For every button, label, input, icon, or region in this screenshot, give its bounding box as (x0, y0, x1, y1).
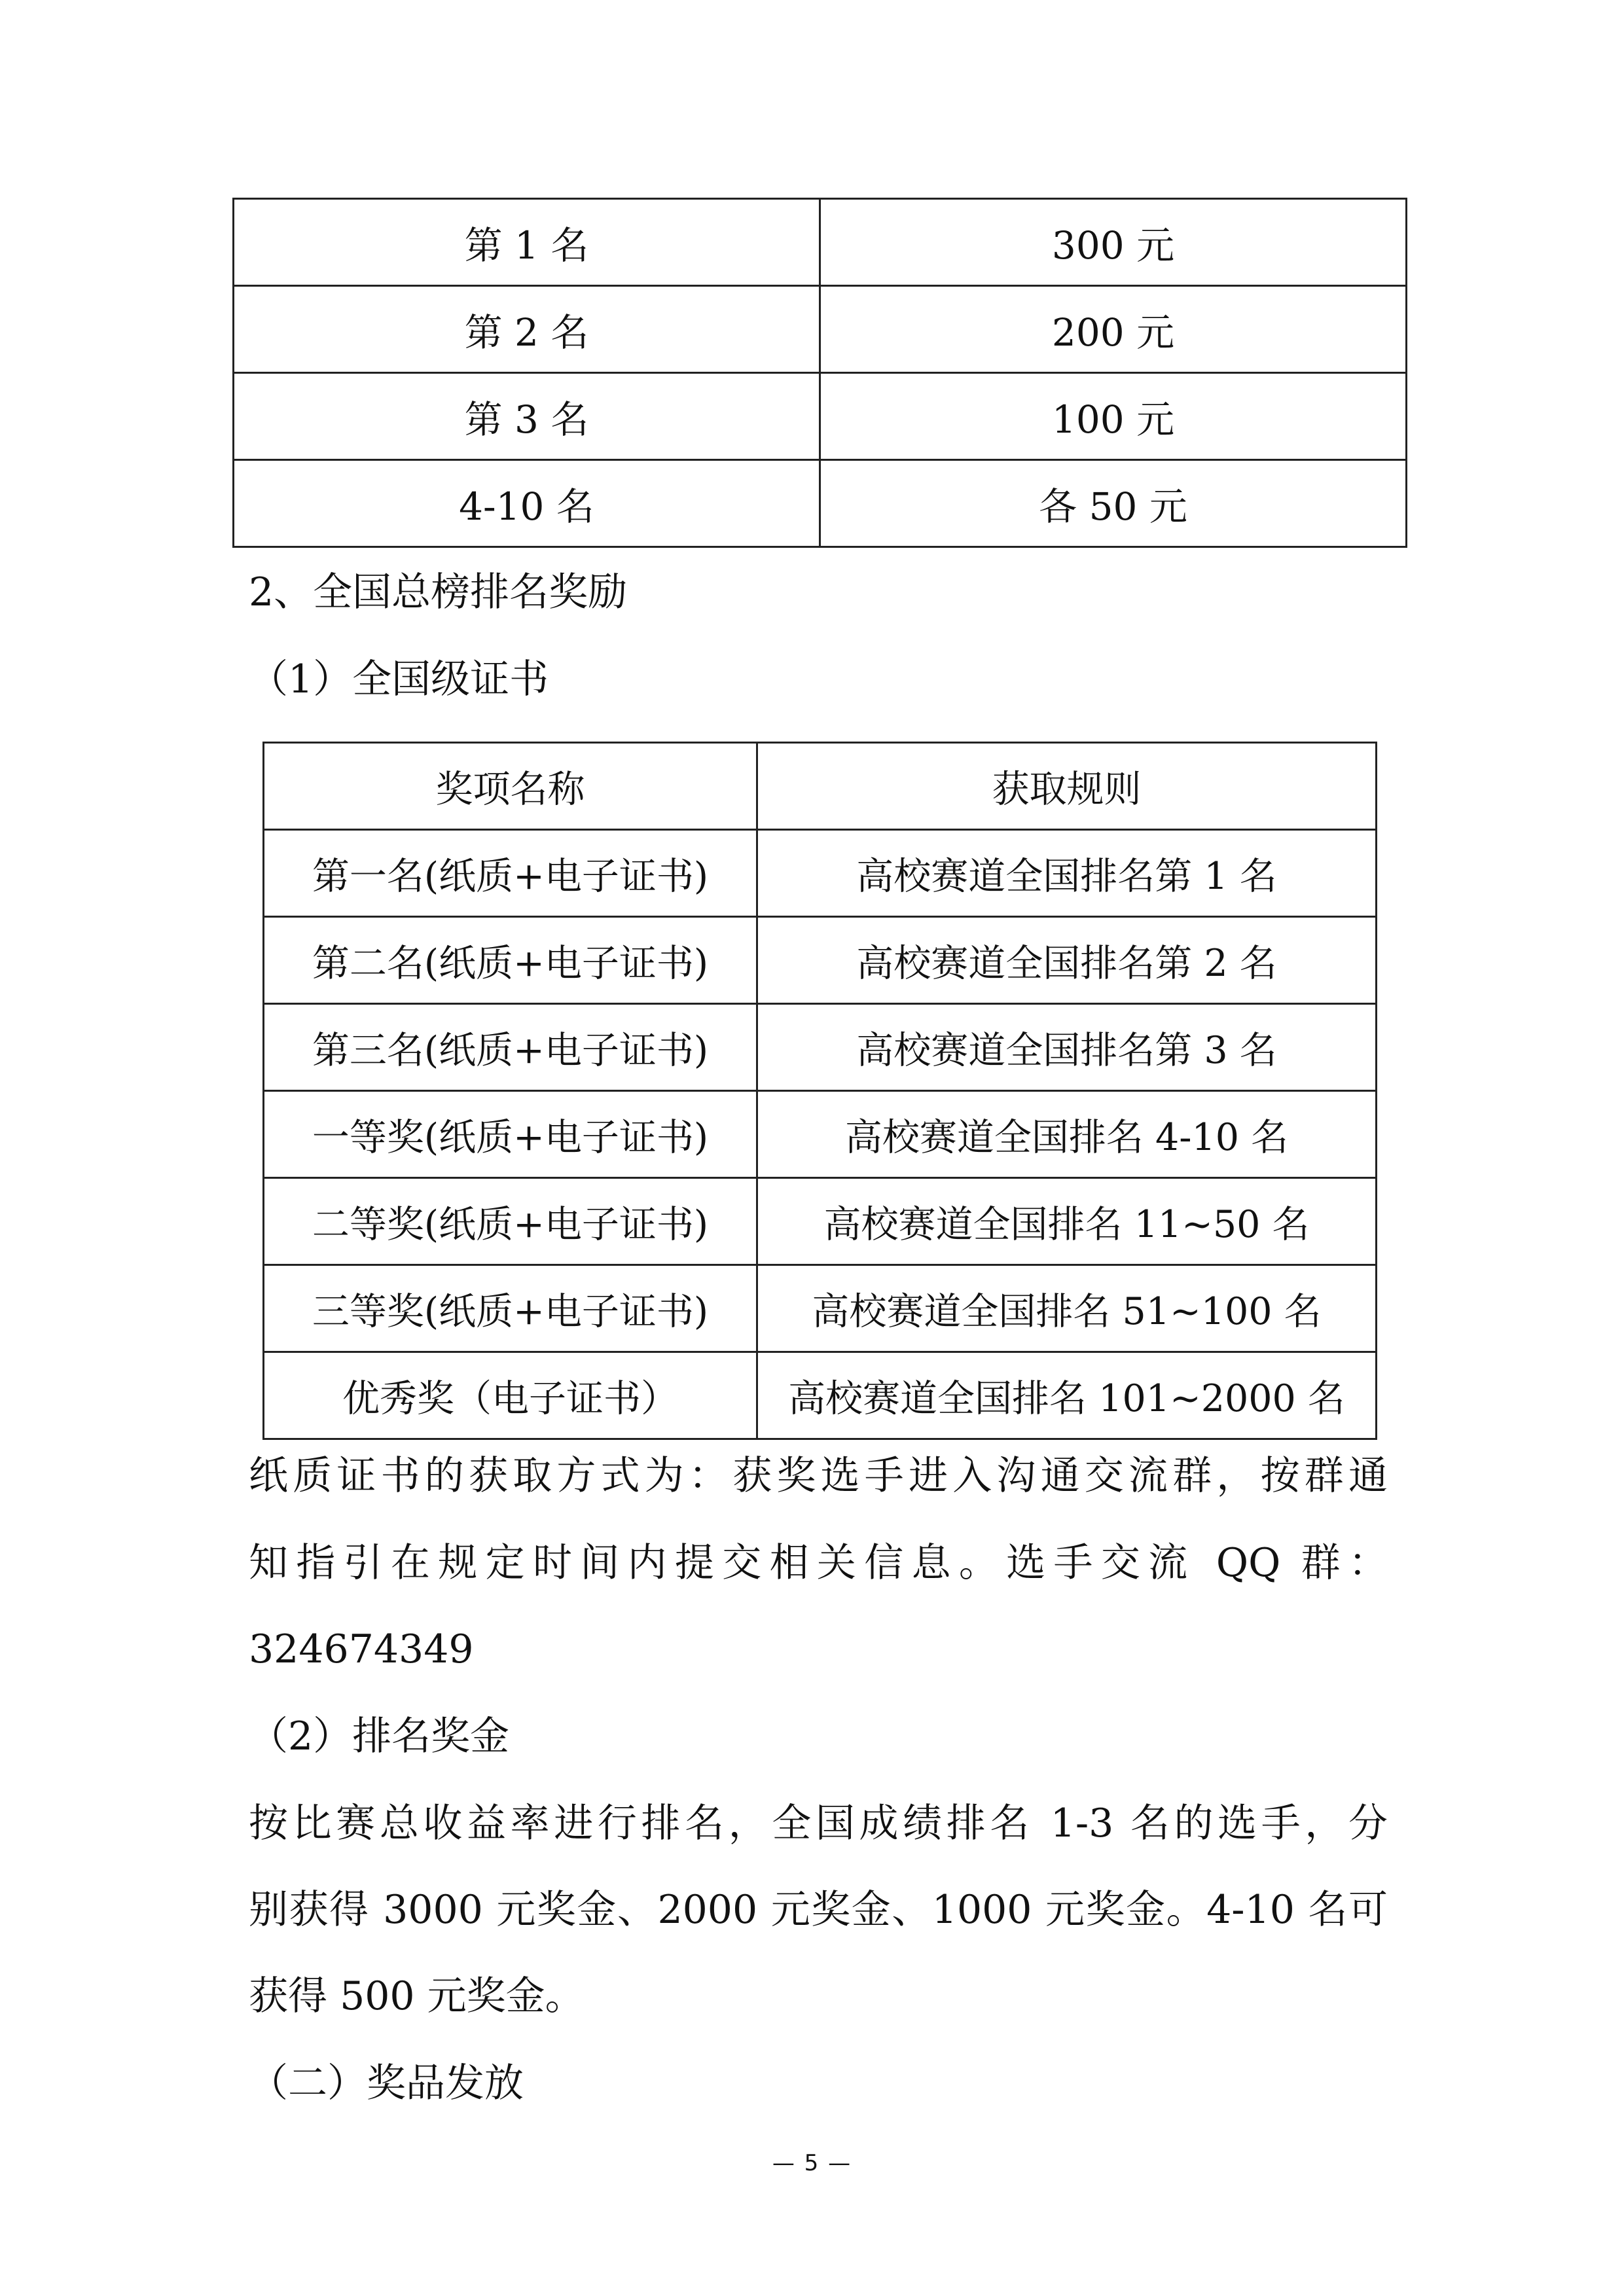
rule-cell: 高校赛道全国排名第 3 名 (757, 1004, 1377, 1091)
award-name-cell: 三等奖(纸质+电子证书) (264, 1265, 757, 1352)
table-row (264, 1004, 1377, 1091)
rule-cell: 高校赛道全国排名 11~50 名 (757, 1178, 1377, 1265)
table-row (264, 1265, 1377, 1352)
prize-cell: 100 元 (820, 373, 1407, 460)
table-row (264, 830, 1377, 917)
rule-cell: 高校赛道全国排名第 1 名 (757, 830, 1377, 917)
table-row (264, 917, 1377, 1004)
prize-cell: 200 元 (820, 286, 1407, 373)
prize-table (232, 198, 1407, 548)
rank-cell: 4-10 名 (234, 460, 820, 547)
rule-cell: 高校赛道全国排名 4-10 名 (757, 1091, 1377, 1178)
bonus-paragraph-line-1: 按比赛总收益率进行排名，全国成绩排名 1-3 名的选手，分 (249, 1801, 1388, 1846)
rank-cell: 第 1 名 (234, 199, 820, 286)
rank-cell: 第 3 名 (234, 373, 820, 460)
paper-cert-paragraph-line-2: 知指引在规定时间内提交相关信息。选手交流 QQ 群： (249, 1540, 1388, 1586)
table-row (234, 286, 1407, 373)
section-heading-distribution: （二）奖品发放 (249, 2060, 524, 2106)
certificate-table (262, 742, 1377, 1440)
prize-cell: 各 50 元 (820, 460, 1407, 547)
bonus-paragraph-line-3: 获得 500 元奖金。 (249, 1973, 585, 2019)
award-name-cell: 第二名(纸质+电子证书) (264, 917, 757, 1004)
rule-cell: 高校赛道全国排名 51~100 名 (757, 1265, 1377, 1352)
award-name-cell: 第一名(纸质+电子证书) (264, 830, 757, 917)
rule-cell: 高校赛道全国排名第 2 名 (757, 917, 1377, 1004)
table-header-row (264, 743, 1377, 830)
table-row (234, 373, 1407, 460)
qq-group-number: 324674349 (249, 1626, 474, 1672)
table-row (264, 1091, 1377, 1178)
award-name-cell: 二等奖(纸质+电子证书) (264, 1178, 757, 1265)
section-heading-national: 2、全国总榜排名奖励 (249, 569, 628, 615)
bonus-paragraph-line-2: 别获得 3000 元奖金、2000 元奖金、1000 元奖金。4-10 名可 (249, 1887, 1388, 1933)
table-row (264, 1352, 1377, 1439)
page-number: — 5 — (772, 2150, 852, 2176)
header-award-name: 奖项名称 (264, 743, 757, 830)
table-row (234, 199, 1407, 286)
award-name-cell: 优秀奖（电子证书） (264, 1352, 757, 1439)
header-rule: 获取规则 (757, 743, 1377, 830)
table-row (234, 460, 1407, 547)
rank-cell: 第 2 名 (234, 286, 820, 373)
subheading-certificate: （1）全国级证书 (249, 656, 549, 702)
subheading-bonus: （2）排名奖金 (249, 1713, 510, 1759)
prize-cell: 300 元 (820, 199, 1407, 286)
award-name-cell: 第三名(纸质+电子证书) (264, 1004, 757, 1091)
table-row (264, 1178, 1377, 1265)
paper-cert-paragraph-line-1: 纸质证书的获取方式为：获奖选手进入沟通交流群，按群通 (249, 1453, 1388, 1499)
award-name-cell: 一等奖(纸质+电子证书) (264, 1091, 757, 1178)
rule-cell: 高校赛道全国排名 101~2000 名 (757, 1352, 1377, 1439)
